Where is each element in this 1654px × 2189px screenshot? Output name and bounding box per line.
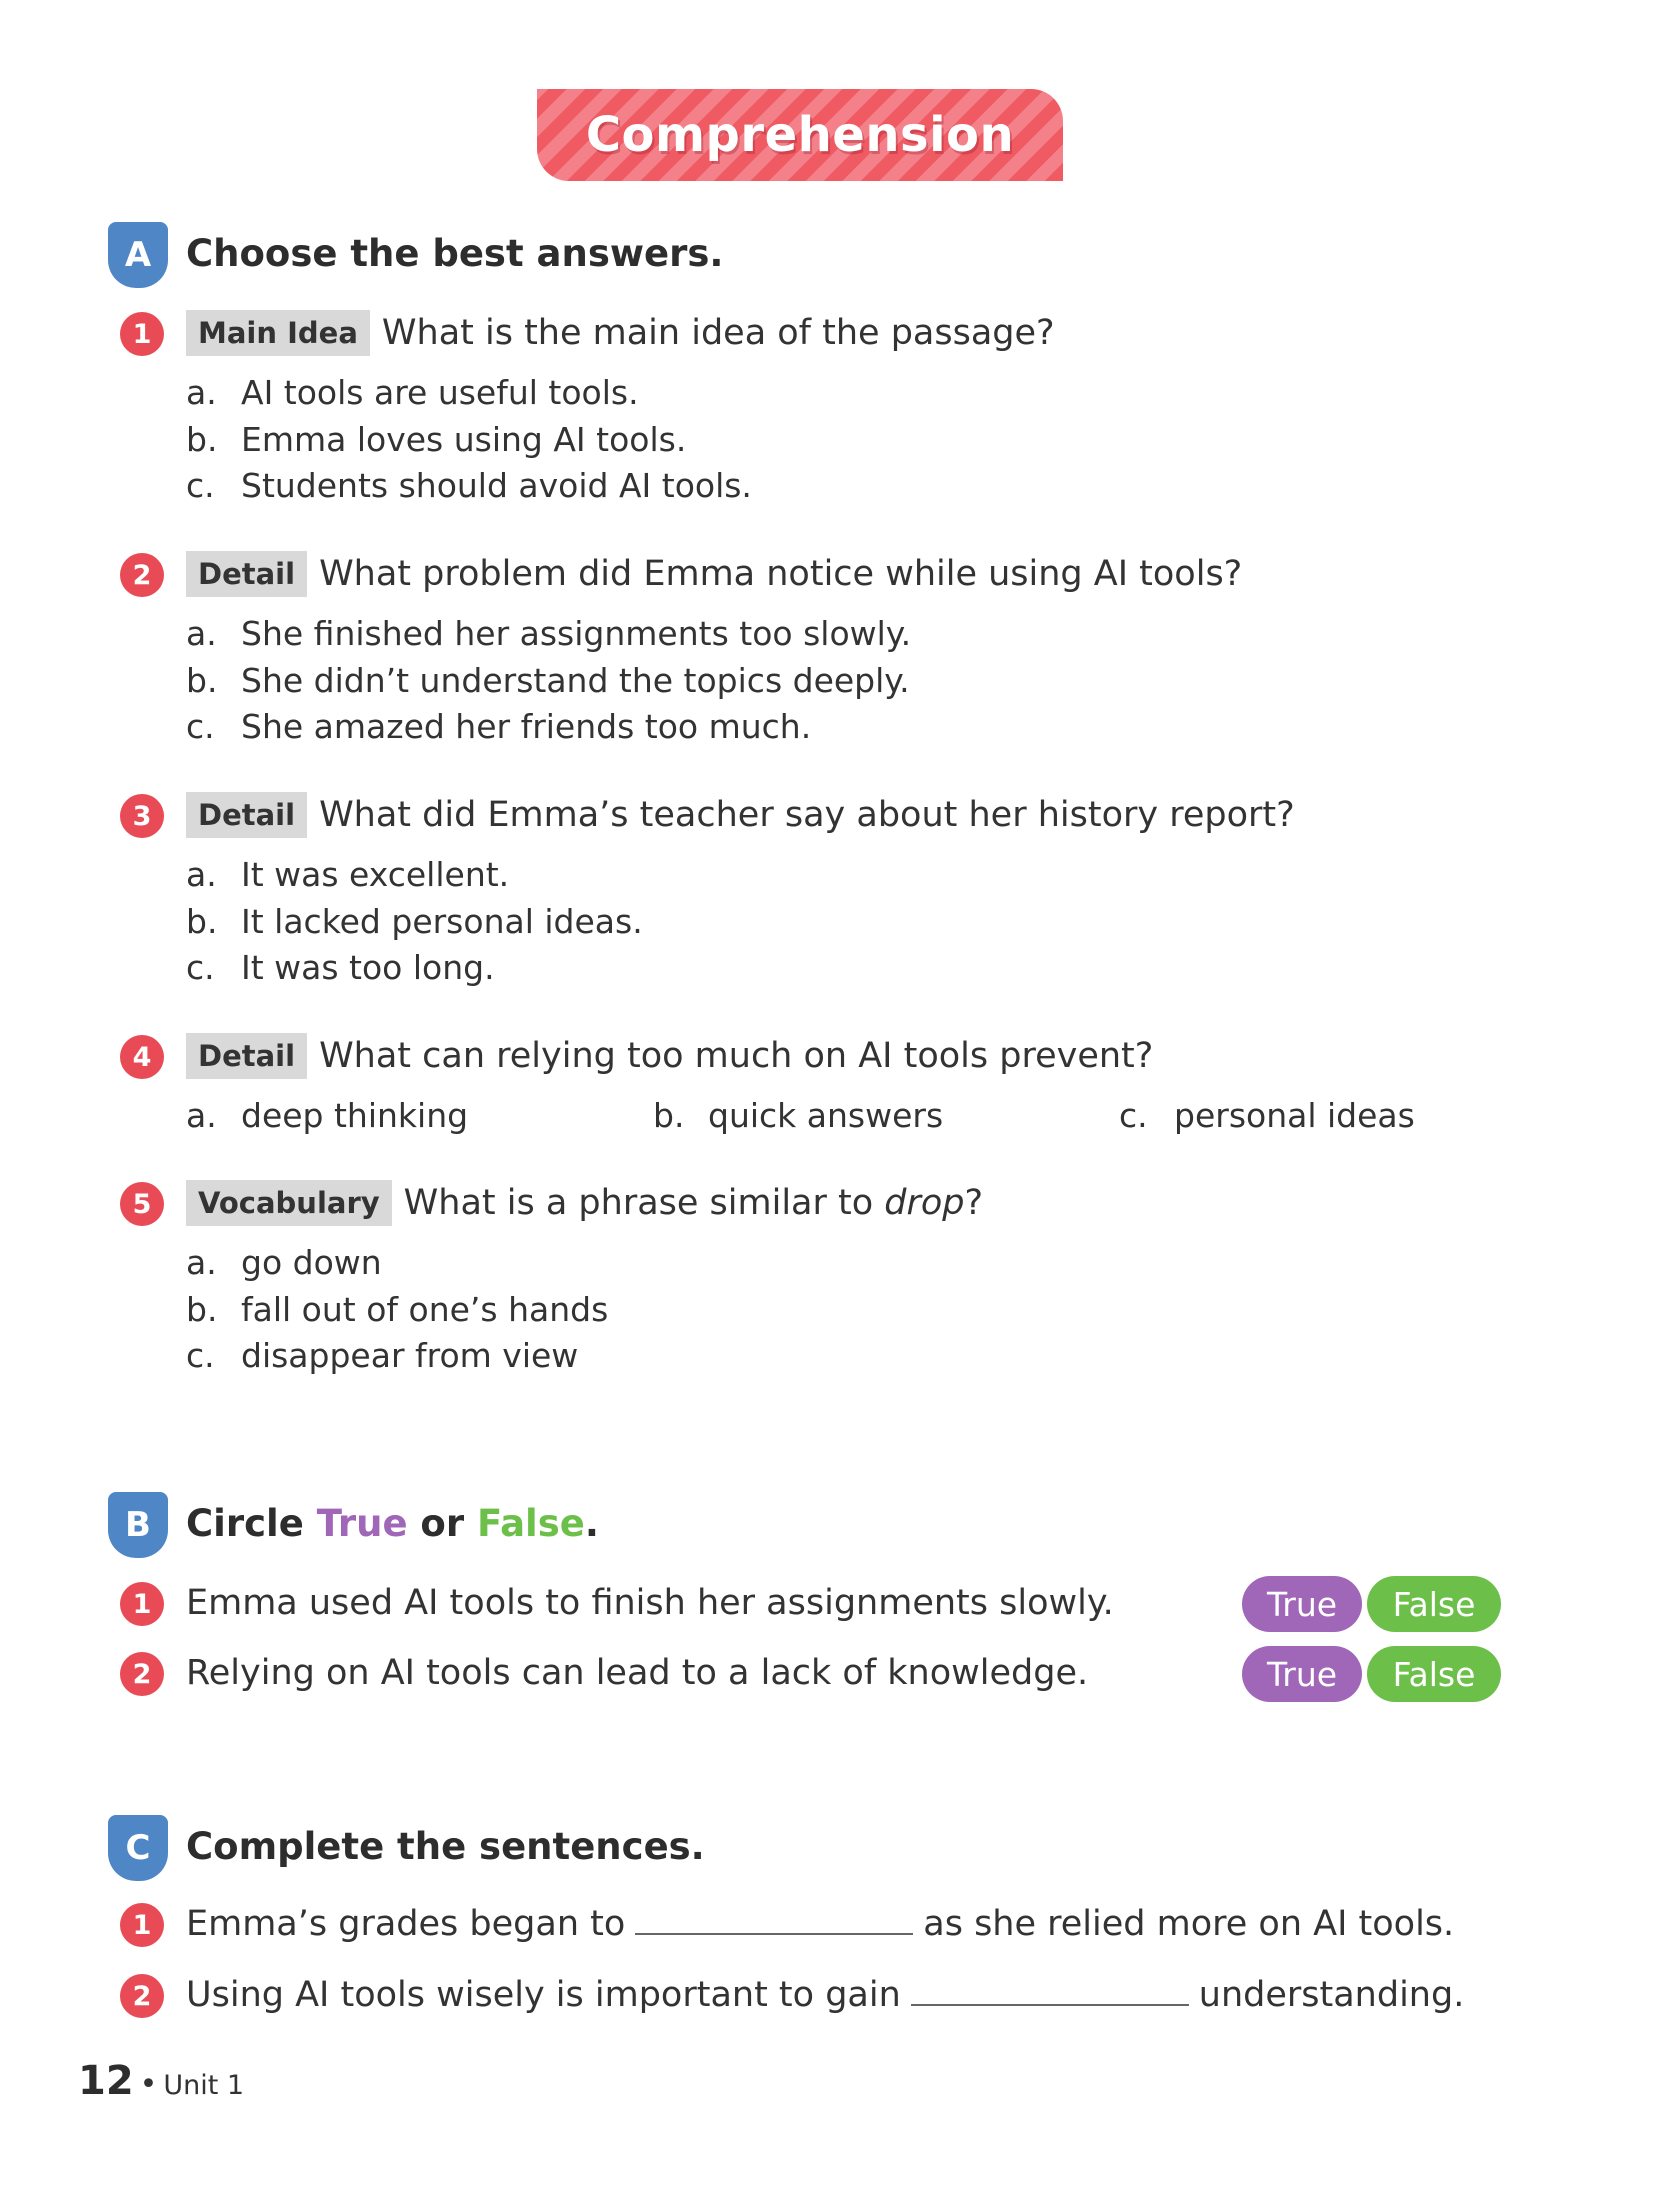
section-c: [108, 1815, 1558, 2045]
option-c[interactable]: c. Students should avoid AI tools.: [186, 466, 752, 505]
unit-label: Unit 1: [163, 2070, 245, 2101]
option-b[interactable]: b. Emma loves using AI tools.: [186, 419, 687, 459]
title-false-word: False: [476, 1502, 585, 1545]
question-number: 4: [120, 1035, 164, 1079]
section-b-title: Circle True or False.: [186, 1502, 599, 1545]
footer-bullet: •: [139, 2067, 158, 2102]
option-a[interactable]: a. She finished her assignments too slowly.: [186, 614, 912, 653]
item-number: 2: [120, 1652, 164, 1696]
question-number: 3: [120, 794, 164, 838]
question-2: [120, 549, 1550, 759]
page-number: 12: [78, 2058, 134, 2104]
section-a-badge: A: [108, 222, 168, 288]
question-text: What did Emma’s teacher say about her history report?: [319, 795, 1295, 835]
option-c[interactable]: c. disappear from view: [186, 1336, 579, 1375]
statement-text: Relying on AI tools can lead to a lack of knowledge.: [186, 1653, 1089, 1693]
option-c[interactable]: c. She amazed her friends too much.: [186, 707, 812, 746]
question-text: What problem did Emma notice while using AI tools?: [319, 554, 1243, 594]
question-text: What is a phrase similar to drop?: [403, 1183, 984, 1223]
statement-text: Emma used AI tools to finish her assignments slowly.: [186, 1583, 1114, 1623]
answer-blank[interactable]: [635, 1899, 913, 1935]
option-a[interactable]: a. deep thinking: [186, 1096, 469, 1135]
sentence-end: as she relied more on AI tools.: [923, 1904, 1455, 1944]
sentence-end: understanding.: [1198, 1975, 1465, 2015]
comprehension-banner: [537, 89, 1063, 181]
section-b-badge: B: [108, 1492, 168, 1558]
question-number: 1: [120, 312, 164, 356]
false-button[interactable]: False: [1367, 1646, 1501, 1702]
question-4: [120, 1031, 1550, 1151]
tf-item-1: [120, 1578, 1550, 1634]
question-text: What can relying too much on AI tools prevent?: [319, 1036, 1154, 1076]
italic-word: drop: [884, 1183, 965, 1223]
option-b[interactable]: b. It lacked personal ideas.: [186, 901, 643, 941]
page-footer: [78, 2058, 244, 2104]
sentence-item-2: [120, 1970, 1550, 2026]
page-title: Comprehension: [585, 107, 1015, 163]
option-list: [186, 1240, 608, 1380]
option-a[interactable]: a. It was excellent.: [186, 855, 510, 894]
true-button[interactable]: True: [1242, 1646, 1362, 1702]
question-tag: Detail: [186, 551, 307, 597]
question-tag: Detail: [186, 1033, 307, 1079]
question-5: [120, 1178, 1550, 1388]
section-b: [108, 1492, 1558, 1732]
item-number: 2: [120, 1974, 164, 2018]
item-number: 1: [120, 1582, 164, 1626]
option-c[interactable]: c. It was too long.: [186, 948, 495, 987]
section-a-title: Choose the best answers.: [186, 232, 724, 275]
question-number: 2: [120, 553, 164, 597]
question-tag: Main Idea: [186, 310, 370, 356]
option-a[interactable]: a. go down: [186, 1243, 382, 1282]
question-text: What is the main idea of the passage?: [381, 313, 1055, 353]
question-1: [120, 308, 1550, 518]
question-tag: Detail: [186, 792, 307, 838]
section-a: [108, 222, 1558, 1402]
option-list: [186, 370, 752, 510]
sentence-item-1: [120, 1899, 1550, 1955]
option-b[interactable]: b. quick answers: [653, 1096, 944, 1135]
option-c[interactable]: c. personal ideas: [1119, 1096, 1415, 1135]
option-b[interactable]: b. She didn’t understand the topics deeply.: [186, 660, 910, 700]
false-button[interactable]: False: [1367, 1576, 1501, 1632]
option-a[interactable]: a. AI tools are useful tools.: [186, 373, 639, 412]
title-true-word: True: [316, 1502, 408, 1545]
question-number: 5: [120, 1182, 164, 1226]
question-tag: Vocabulary: [186, 1180, 392, 1226]
section-c-title: Complete the sentences.: [186, 1825, 705, 1868]
option-b[interactable]: b. fall out of one’s hands: [186, 1289, 609, 1329]
item-number: 1: [120, 1903, 164, 1947]
option-list: [186, 611, 911, 751]
question-3: [120, 790, 1550, 1000]
true-button[interactable]: True: [1242, 1576, 1362, 1632]
sentence-start: Using AI tools wisely is important to gain: [186, 1975, 901, 2015]
option-list: [186, 852, 643, 992]
section-c-badge: C: [108, 1815, 168, 1881]
answer-blank[interactable]: [911, 1970, 1189, 2006]
sentence-start: Emma’s grades began to: [186, 1904, 626, 1944]
tf-item-2: [120, 1648, 1550, 1704]
